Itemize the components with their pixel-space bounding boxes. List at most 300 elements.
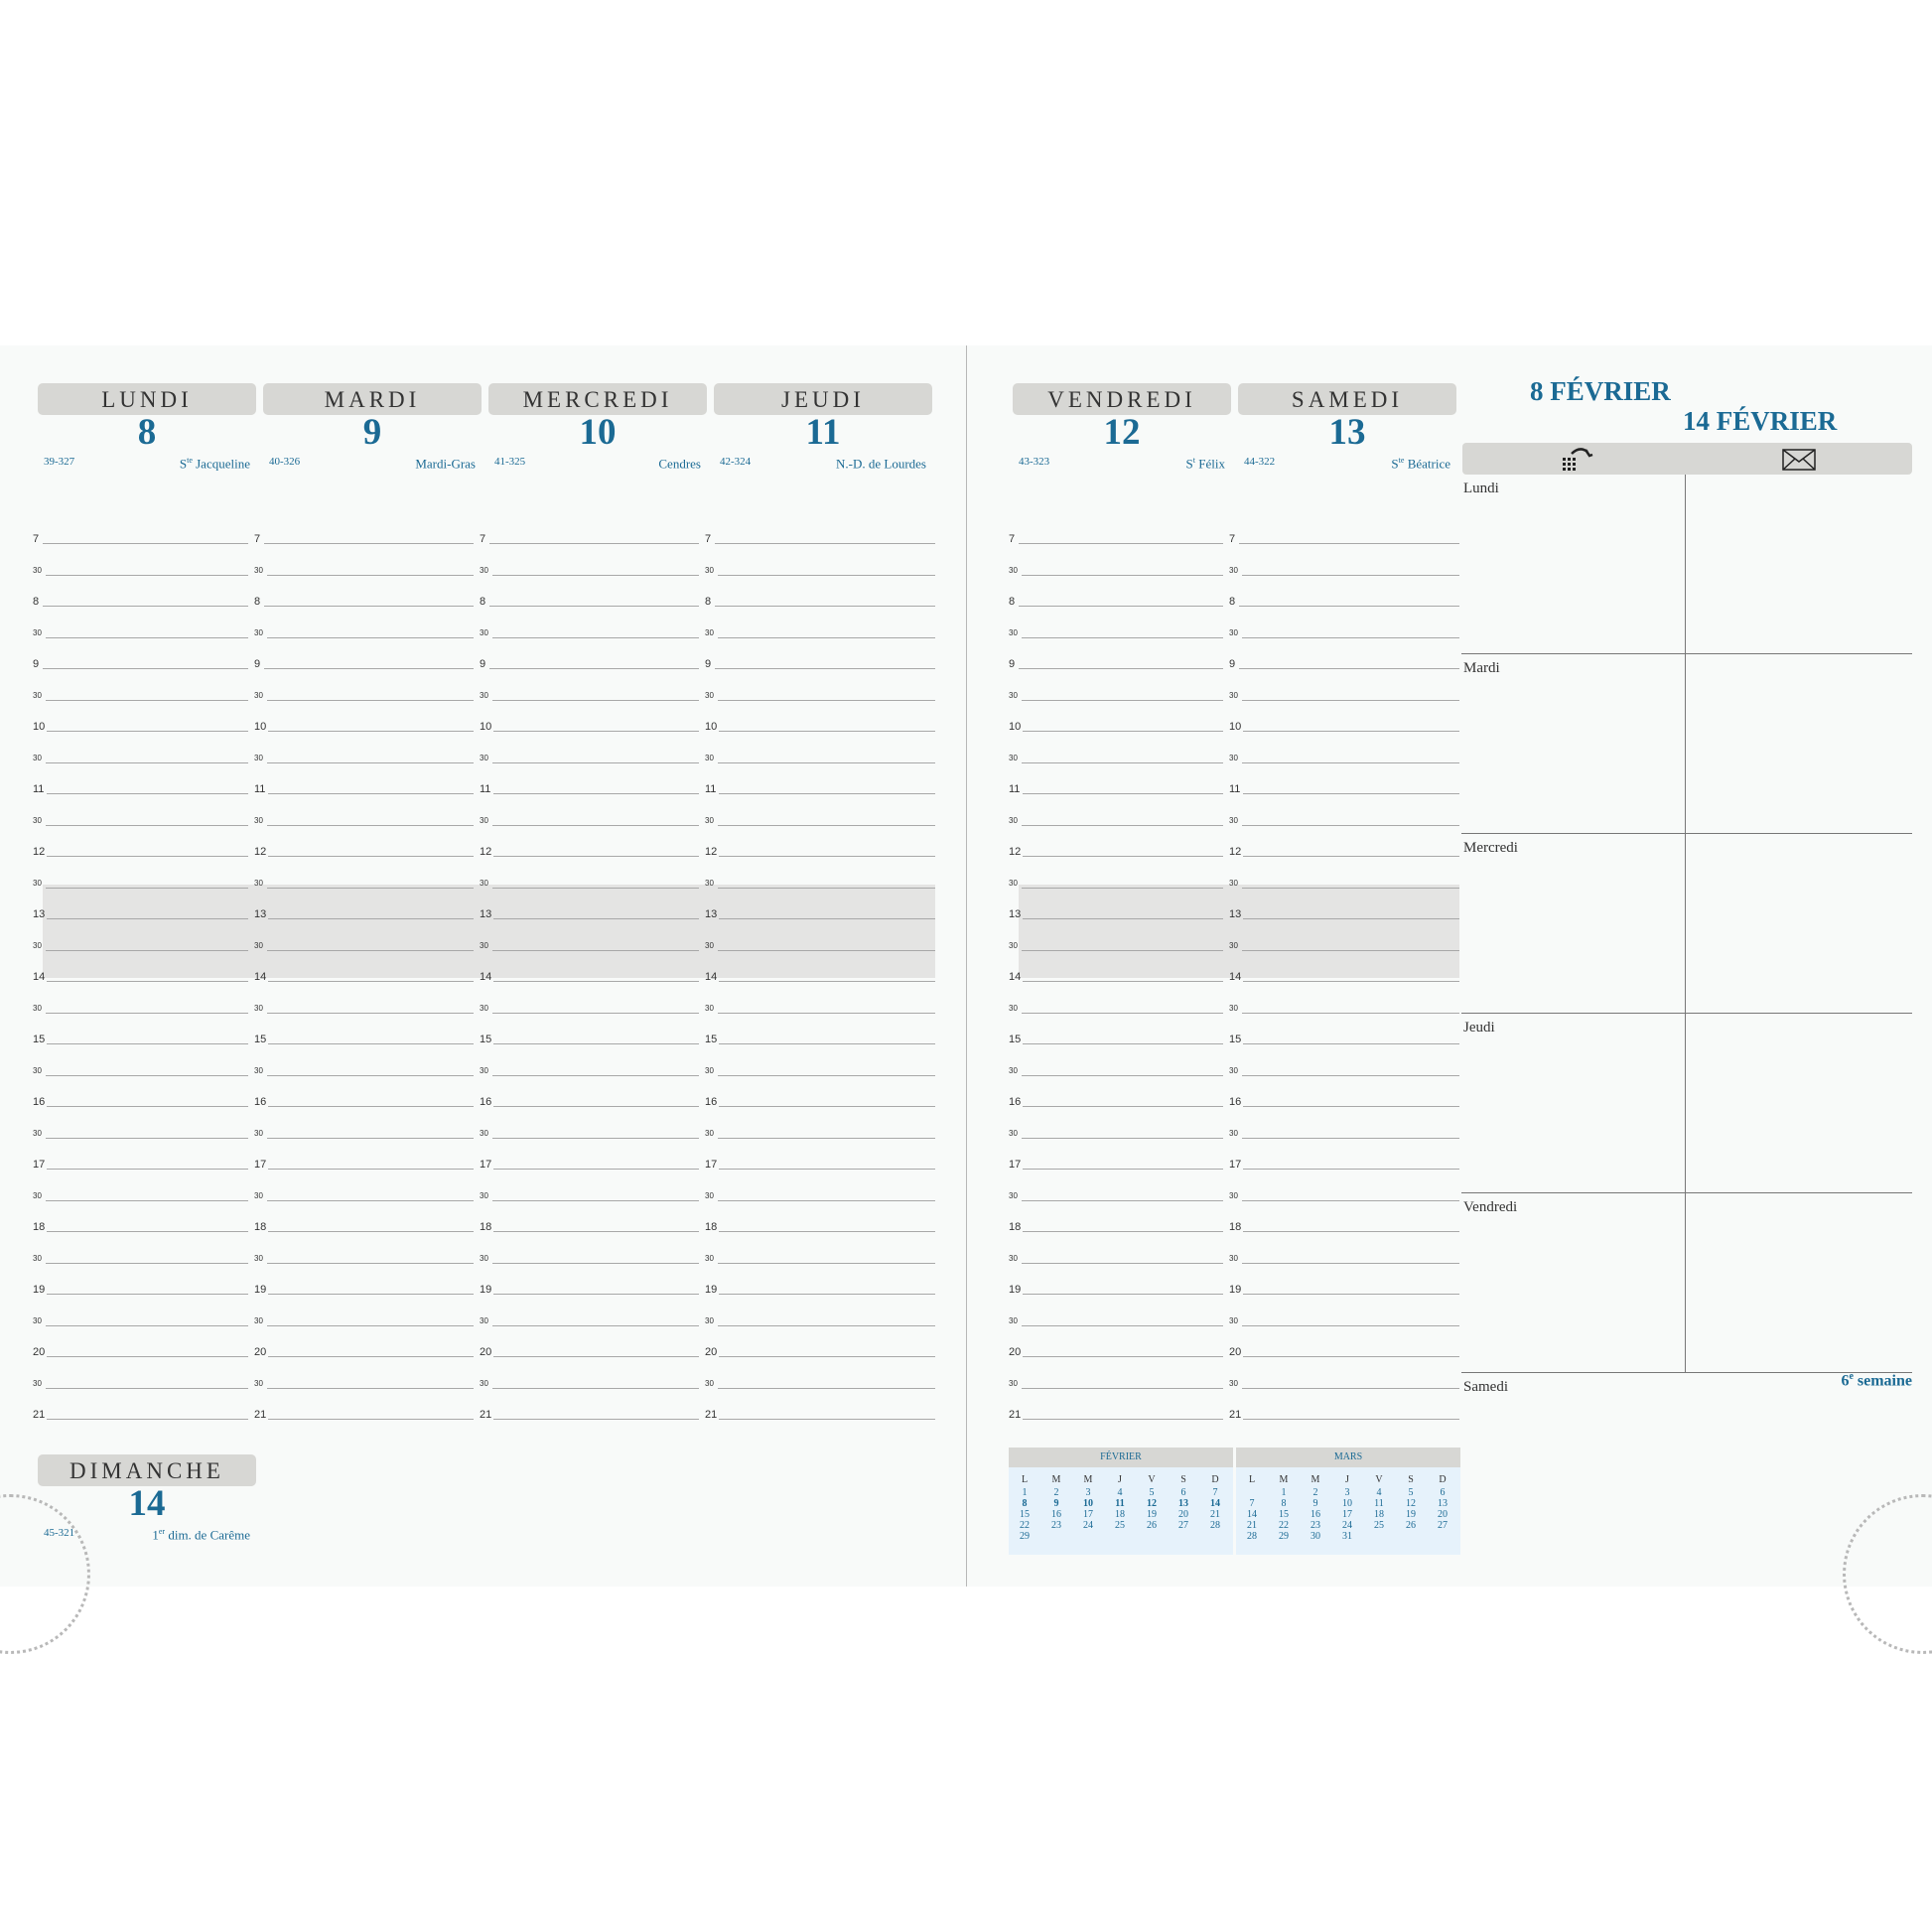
half-hour-label: 30 — [33, 1315, 42, 1325]
day-code: 41-325 — [494, 456, 526, 468]
calendar-date: 23 — [1051, 1520, 1061, 1531]
day-code: 45-321 — [44, 1527, 75, 1539]
hour-label: 15 — [480, 1034, 492, 1045]
calendar-date: 8 — [1281, 1498, 1287, 1509]
time-slot-line — [264, 606, 474, 607]
time-slot-line — [1239, 668, 1459, 669]
half-hour-label: 30 — [33, 815, 42, 825]
time-slot-line — [1022, 762, 1223, 763]
time-slot-line — [47, 856, 248, 857]
half-hour-label: 30 — [1229, 1128, 1238, 1138]
time-slot-line — [493, 1043, 699, 1044]
time-slot-line — [715, 606, 935, 607]
time-slot-line — [492, 1325, 699, 1326]
calendar-date: 24 — [1342, 1520, 1352, 1531]
hour-label: 19 — [705, 1284, 718, 1296]
half-hour-label: 30 — [480, 940, 488, 950]
time-slot-line — [46, 1138, 248, 1139]
hour-label: 21 — [1229, 1409, 1242, 1421]
time-slot-line — [718, 1013, 935, 1014]
half-hour-label: 30 — [480, 1315, 488, 1325]
hour-label: 17 — [480, 1159, 492, 1171]
time-slot-line — [268, 1169, 474, 1170]
saint-main: dim. de Carême — [165, 1527, 250, 1543]
half-hour-label: 30 — [480, 1253, 488, 1263]
time-slot-line — [47, 793, 248, 794]
saint-prefix: 1 — [152, 1527, 159, 1543]
time-slot-line — [264, 543, 474, 544]
time-slot-line — [493, 1106, 699, 1107]
calendar-date: 28 — [1247, 1531, 1257, 1542]
hour-label: 12 — [33, 846, 46, 858]
hour-label: 13 — [1009, 908, 1022, 920]
time-slot-line — [493, 793, 699, 794]
time-slot-line — [489, 606, 699, 607]
time-slot-line — [1023, 1106, 1223, 1107]
time-slot-line — [1022, 825, 1223, 826]
saint-main: Béatrice — [1404, 456, 1450, 472]
time-slot-line — [268, 731, 474, 732]
half-hour-label: 30 — [1009, 1253, 1018, 1263]
half-hour-label: 30 — [1009, 565, 1018, 575]
calendar-date: 1 — [1022, 1487, 1028, 1498]
calendar-date: 19 — [1406, 1509, 1416, 1520]
time-slot-line — [1243, 793, 1459, 794]
saint-suffix: te — [1398, 456, 1405, 465]
time-slot-line — [46, 1075, 248, 1076]
hour-label: 11 — [480, 783, 491, 795]
time-slot-line — [492, 1013, 699, 1014]
calendar-date: 11 — [1374, 1498, 1384, 1509]
day-code: 39-327 — [44, 456, 75, 468]
hour-label: 21 — [1009, 1409, 1022, 1421]
calendar-date: 2 — [1312, 1487, 1318, 1498]
time-slot-line — [1022, 1263, 1223, 1264]
calendar-date: 18 — [1115, 1509, 1125, 1520]
calendar-date: 4 — [1376, 1487, 1382, 1498]
current-week-date: 12 — [1147, 1498, 1157, 1509]
time-slot-line — [46, 950, 248, 951]
day-number: 10 — [579, 412, 617, 453]
time-slot-line — [43, 668, 248, 669]
weekday-label: J — [1118, 1474, 1122, 1485]
time-slot-line — [1242, 1013, 1459, 1014]
calendar-date: 28 — [1210, 1520, 1220, 1531]
half-hour-label: 30 — [705, 1253, 714, 1263]
time-slot-line — [268, 1231, 474, 1232]
saint-name — [1186, 453, 1225, 472]
time-slot-line — [719, 1419, 935, 1420]
current-week-date: 10 — [1083, 1498, 1093, 1509]
half-hour-label: 30 — [480, 815, 488, 825]
half-hour-label: 30 — [1229, 753, 1238, 762]
hour-label: 15 — [1009, 1034, 1022, 1045]
page-gutter — [966, 345, 967, 1587]
time-slot-line — [46, 762, 248, 763]
notes-day-divider — [1461, 833, 1912, 834]
time-slot-line — [718, 700, 935, 701]
time-slot-line — [1243, 918, 1459, 919]
day-number: 13 — [1328, 412, 1366, 453]
hour-label: 20 — [1009, 1346, 1022, 1358]
time-slot-line — [268, 1106, 474, 1107]
calendar-date: 29 — [1020, 1531, 1030, 1542]
mini-calendar-fevrier — [1009, 1448, 1233, 1555]
time-slot-line — [1023, 1294, 1223, 1295]
hour-label: 13 — [254, 908, 267, 920]
time-slot-line — [47, 1106, 248, 1107]
half-hour-label: 30 — [254, 1378, 263, 1388]
notes-column-divider — [1685, 475, 1686, 1372]
hour-label: 12 — [480, 846, 492, 858]
time-slot-line — [1023, 1169, 1223, 1170]
time-slot-line — [1022, 1325, 1223, 1326]
hour-label: 10 — [1229, 721, 1242, 733]
time-slot-line — [1242, 1075, 1459, 1076]
time-slot-line — [267, 1263, 474, 1264]
mini-calendar-month: MARS — [1236, 1448, 1460, 1467]
saint-main: Jacqueline — [192, 456, 250, 472]
half-hour-label: 30 — [1229, 1315, 1238, 1325]
half-hour-label: 30 — [1009, 815, 1018, 825]
time-slot-line — [492, 950, 699, 951]
hour-label: 7 — [1009, 533, 1016, 545]
time-slot-line — [46, 888, 248, 889]
time-slot-line — [1019, 543, 1223, 544]
day-code: 43-323 — [1019, 456, 1050, 468]
saint-main: Mardi-Gras — [415, 456, 476, 472]
half-hour-label: 30 — [254, 1128, 263, 1138]
week-number: 6e semaine — [1841, 1371, 1912, 1390]
calendar-date: 12 — [1406, 1498, 1416, 1509]
saint-name — [180, 453, 250, 472]
time-slot-line — [718, 637, 935, 638]
calendar-date: 31 — [1342, 1531, 1352, 1542]
day-number: 12 — [1103, 412, 1141, 453]
hour-label: 17 — [705, 1159, 718, 1171]
half-hour-label: 30 — [1009, 1003, 1018, 1013]
hour-label: 20 — [33, 1346, 46, 1358]
week-end-date: 14 FÉVRIER — [1683, 406, 1838, 436]
time-slot-line — [719, 1231, 935, 1232]
time-slot-line — [719, 981, 935, 982]
time-slot-line — [1242, 1200, 1459, 1201]
hour-label: 17 — [1229, 1159, 1242, 1171]
hour-label: 15 — [254, 1034, 267, 1045]
day-header-name: MARDI — [263, 383, 482, 415]
saint-main: N.-D. de Lourdes — [836, 456, 926, 472]
time-slot-line — [1023, 731, 1223, 732]
time-slot-line — [493, 1356, 699, 1357]
time-slot-line — [718, 1200, 935, 1201]
hour-label: 16 — [1009, 1096, 1022, 1108]
half-hour-label: 30 — [1009, 940, 1018, 950]
notes-day-label: Lundi — [1463, 481, 1499, 496]
hour-label: 7 — [254, 533, 261, 545]
notes-day-label: Mardi — [1463, 660, 1500, 676]
time-slot-line — [1022, 1200, 1223, 1201]
hour-label: 16 — [33, 1096, 46, 1108]
calendar-date: 25 — [1374, 1520, 1384, 1531]
weekday-label: D — [1211, 1474, 1219, 1485]
time-slot-line — [267, 1200, 474, 1201]
hour-label: 19 — [33, 1284, 46, 1296]
time-slot-line — [718, 888, 935, 889]
time-slot-line — [47, 1169, 248, 1170]
time-slot-line — [489, 668, 699, 669]
time-slot-line — [1022, 637, 1223, 638]
weekday-label: V — [1375, 1474, 1383, 1485]
hour-label: 8 — [1009, 596, 1016, 608]
calendar-date: 10 — [1342, 1498, 1352, 1509]
time-slot-line — [268, 1356, 474, 1357]
time-slot-line — [715, 543, 935, 544]
hour-label: 14 — [480, 971, 492, 983]
half-hour-label: 30 — [480, 1128, 488, 1138]
weekday-label: D — [1439, 1474, 1447, 1485]
time-slot-line — [264, 668, 474, 669]
time-slot-line — [1023, 918, 1223, 919]
time-slot-line — [493, 1169, 699, 1170]
calendar-date: 17 — [1342, 1509, 1352, 1520]
calendar-date: 5 — [1408, 1487, 1414, 1498]
time-slot-line — [1242, 888, 1459, 889]
half-hour-label: 30 — [254, 1253, 263, 1263]
time-slot-line — [719, 1169, 935, 1170]
day-header-name: VENDREDI — [1013, 383, 1231, 415]
mini-calendar-month: FÉVRIER — [1009, 1448, 1233, 1467]
hour-label: 7 — [480, 533, 486, 545]
hour-label: 11 — [33, 783, 45, 795]
saint-name — [1391, 453, 1450, 472]
hour-label: 14 — [1229, 971, 1242, 983]
saint-name — [836, 453, 926, 472]
week-start-date: 8 FÉVRIER — [1530, 376, 1671, 406]
weekday-label: M — [1279, 1474, 1289, 1485]
hour-label: 18 — [33, 1221, 46, 1233]
time-slot-line — [1243, 1419, 1459, 1420]
hour-label: 16 — [705, 1096, 718, 1108]
half-hour-label: 30 — [33, 878, 42, 888]
time-slot-line — [1022, 1075, 1223, 1076]
half-hour-label: 30 — [254, 815, 263, 825]
hour-label: 9 — [1009, 658, 1016, 670]
saint-prefix: S — [1391, 456, 1399, 472]
half-hour-label: 30 — [705, 1128, 714, 1138]
time-slot-line — [43, 606, 248, 607]
day-number: 9 — [362, 412, 382, 453]
time-slot-line — [719, 1106, 935, 1107]
hour-label: 15 — [705, 1034, 718, 1045]
envelope-icon — [1782, 449, 1816, 476]
notes-day-label: Vendredi — [1463, 1199, 1518, 1215]
current-week-date: 14 — [1210, 1498, 1220, 1509]
hour-label: 8 — [705, 596, 712, 608]
calendar-date: 22 — [1279, 1520, 1289, 1531]
half-hour-label: 30 — [1009, 1378, 1018, 1388]
half-hour-label: 30 — [33, 690, 42, 700]
time-slot-line — [268, 793, 474, 794]
half-hour-label: 30 — [1009, 753, 1018, 762]
time-slot-line — [267, 825, 474, 826]
half-hour-label: 30 — [1229, 627, 1238, 637]
hour-label: 21 — [705, 1409, 718, 1421]
calendar-date: 25 — [1115, 1520, 1125, 1531]
hour-label: 9 — [480, 658, 486, 670]
hour-label: 7 — [33, 533, 40, 545]
calendar-date: 21 — [1210, 1509, 1220, 1520]
half-hour-label: 30 — [254, 1003, 263, 1013]
day-code: 40-326 — [269, 456, 301, 468]
half-hour-label: 30 — [33, 1128, 42, 1138]
hour-label: 14 — [705, 971, 718, 983]
time-slot-line — [267, 762, 474, 763]
half-hour-label: 30 — [33, 1065, 42, 1075]
hour-label: 17 — [254, 1159, 267, 1171]
time-slot-line — [492, 1138, 699, 1139]
time-slot-line — [268, 1043, 474, 1044]
calendar-date: 5 — [1149, 1487, 1155, 1498]
time-slot-line — [492, 888, 699, 889]
time-slot-line — [46, 637, 248, 638]
hour-label: 16 — [254, 1096, 267, 1108]
hour-label: 10 — [254, 721, 267, 733]
time-slot-line — [47, 918, 248, 919]
calendar-date: 6 — [1180, 1487, 1186, 1498]
hour-label: 10 — [33, 721, 46, 733]
hour-label: 12 — [254, 846, 267, 858]
hour-label: 7 — [1229, 533, 1236, 545]
calendar-date: 18 — [1374, 1509, 1384, 1520]
hour-label: 18 — [705, 1221, 718, 1233]
half-hour-label: 30 — [254, 1190, 263, 1200]
mini-calendar-mars — [1236, 1448, 1460, 1555]
hour-label: 11 — [254, 783, 266, 795]
calendar-date: 4 — [1117, 1487, 1123, 1498]
time-slot-line — [267, 1388, 474, 1389]
day-number: 8 — [137, 412, 157, 453]
calendar-date: 24 — [1083, 1520, 1093, 1531]
saint-name — [415, 453, 476, 472]
hour-label: 21 — [480, 1409, 492, 1421]
hour-label: 13 — [705, 908, 718, 920]
half-hour-label: 30 — [33, 940, 42, 950]
time-slot-line — [47, 1419, 248, 1420]
notes-day-divider — [1461, 653, 1912, 654]
time-slot-line — [47, 1356, 248, 1357]
calendar-date: 16 — [1051, 1509, 1061, 1520]
saint-name — [658, 453, 701, 472]
time-slot-line — [46, 1263, 248, 1264]
time-slot-line — [267, 950, 474, 951]
time-slot-line — [46, 1325, 248, 1326]
hour-label: 9 — [254, 658, 261, 670]
time-slot-line — [1243, 731, 1459, 732]
time-slot-line — [1019, 668, 1223, 669]
hour-label: 8 — [480, 596, 486, 608]
time-slot-line — [268, 856, 474, 857]
weekday-label: J — [1345, 1474, 1349, 1485]
day-code: 44-322 — [1244, 456, 1276, 468]
time-slot-line — [492, 762, 699, 763]
saint-name — [152, 1524, 250, 1543]
time-slot-line — [47, 981, 248, 982]
current-week-date: 8 — [1022, 1498, 1028, 1509]
hour-label: 10 — [705, 721, 718, 733]
calendar-date: 6 — [1440, 1487, 1446, 1498]
time-slot-line — [1243, 1043, 1459, 1044]
half-hour-label: 30 — [480, 1378, 488, 1388]
weekday-label: S — [1408, 1474, 1414, 1485]
time-slot-line — [1023, 856, 1223, 857]
time-slot-line — [493, 1294, 699, 1295]
hour-label: 8 — [1229, 596, 1236, 608]
time-slot-line — [1242, 950, 1459, 951]
calendar-date: 9 — [1312, 1498, 1318, 1509]
day-header-name: DIMANCHE — [38, 1454, 256, 1486]
day-code: 42-324 — [720, 456, 752, 468]
notes-header-bar — [1462, 443, 1912, 475]
time-slot-line — [719, 856, 935, 857]
time-slot-line — [493, 918, 699, 919]
calendar-date: 2 — [1053, 1487, 1059, 1498]
time-slot-line — [1022, 1013, 1223, 1014]
half-hour-label: 30 — [254, 1065, 263, 1075]
time-slot-line — [492, 700, 699, 701]
time-slot-line — [493, 731, 699, 732]
time-slot-line — [719, 793, 935, 794]
time-slot-line — [492, 575, 699, 576]
time-slot-line — [1023, 793, 1223, 794]
weekday-label: S — [1180, 1474, 1186, 1485]
calendar-date: 15 — [1020, 1509, 1030, 1520]
half-hour-label: 30 — [1229, 878, 1238, 888]
calendar-date: 23 — [1311, 1520, 1320, 1531]
half-hour-label: 30 — [33, 1003, 42, 1013]
half-hour-label: 30 — [1229, 815, 1238, 825]
notes-day-divider — [1461, 1013, 1912, 1014]
saint-main: Félix — [1195, 456, 1225, 472]
calendar-date: 20 — [1178, 1509, 1188, 1520]
half-hour-label: 30 — [705, 1065, 714, 1075]
time-slot-line — [1023, 1231, 1223, 1232]
calendar-date: 1 — [1281, 1487, 1287, 1498]
time-slot-line — [47, 731, 248, 732]
hour-label: 11 — [1009, 783, 1021, 795]
time-slot-line — [1242, 575, 1459, 576]
time-slot-line — [1242, 637, 1459, 638]
time-slot-line — [489, 543, 699, 544]
time-slot-line — [1022, 575, 1223, 576]
hour-label: 18 — [1009, 1221, 1022, 1233]
time-slot-line — [268, 918, 474, 919]
half-hour-label: 30 — [1009, 627, 1018, 637]
time-slot-line — [493, 856, 699, 857]
saint-prefix: S — [179, 456, 188, 472]
half-hour-label: 30 — [254, 690, 263, 700]
half-hour-label: 30 — [705, 1315, 714, 1325]
hour-label: 21 — [254, 1409, 267, 1421]
half-hour-label: 30 — [705, 1003, 714, 1013]
hour-label: 17 — [1009, 1159, 1022, 1171]
time-slot-line — [718, 762, 935, 763]
half-hour-label: 30 — [1229, 1378, 1238, 1388]
half-hour-label: 30 — [705, 753, 714, 762]
hour-label: 11 — [705, 783, 717, 795]
calendar-date: 30 — [1311, 1531, 1320, 1542]
hour-label: 12 — [705, 846, 718, 858]
time-slot-line — [719, 1356, 935, 1357]
